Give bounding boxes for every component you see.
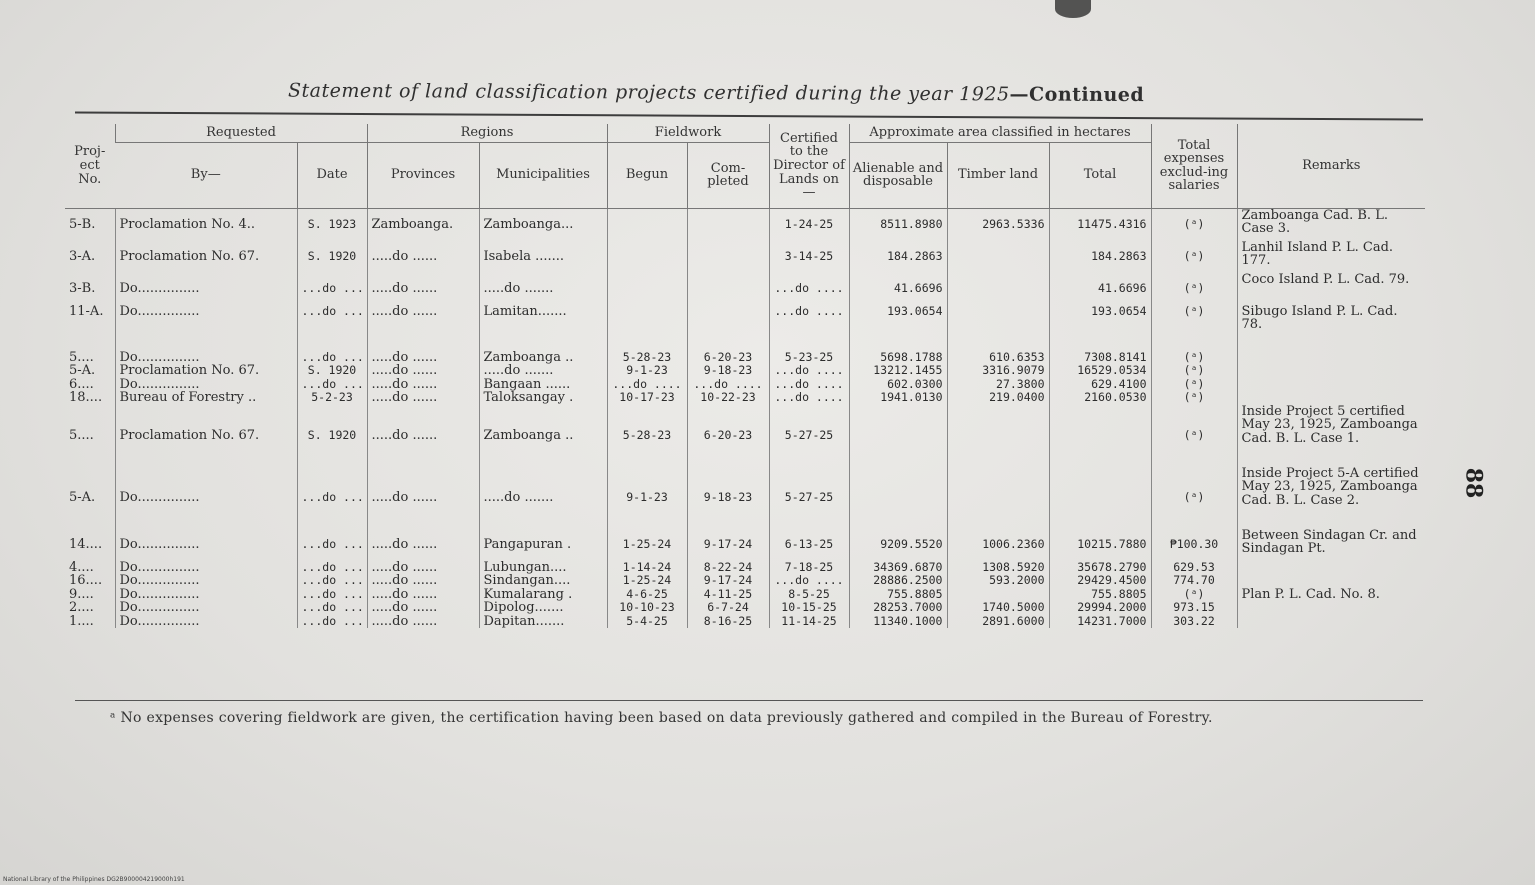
cell-alienable: 11340.1000 xyxy=(849,615,947,629)
cell-municipality: .....do ....... xyxy=(479,273,607,305)
page-title xyxy=(288,80,1188,107)
cell-begun xyxy=(607,305,687,351)
cell-date: S. 1920 xyxy=(297,364,367,378)
cell-certified: 10-15-25 xyxy=(769,601,849,615)
cell-alienable: 41.6696 xyxy=(849,273,947,305)
cell-total: 7308.8141 xyxy=(1049,351,1151,365)
cell-date: S. 1920 xyxy=(297,405,367,467)
cell-municipality: Zamboanga... xyxy=(479,208,607,241)
cell-completed: 8-22-24 xyxy=(687,561,769,575)
cell-expenses: (ᵃ) xyxy=(1151,588,1237,602)
cell-by: Proclamation No. 67. xyxy=(115,405,297,467)
cell-municipality: Bangaan ...... xyxy=(479,378,607,392)
cell-province: .....do ...... xyxy=(367,467,479,529)
header-date: Date xyxy=(297,142,367,208)
cell-timber: 1006.2360 xyxy=(947,529,1049,561)
cell-begun xyxy=(607,273,687,305)
cell-timber xyxy=(947,273,1049,305)
cell-completed: 8-16-25 xyxy=(687,615,769,629)
cell-certified: 5-23-25 xyxy=(769,351,849,365)
cell-expenses: (ᵃ) xyxy=(1151,273,1237,305)
cell-total: 16529.0534 xyxy=(1049,364,1151,378)
cell-timber xyxy=(947,241,1049,273)
cell-expenses: (ᵃ) xyxy=(1151,305,1237,351)
cell-completed: ...do .... xyxy=(687,378,769,392)
cell-province: .....do ...... xyxy=(367,378,479,392)
table-row xyxy=(65,529,1425,561)
cell-remarks: Lanhil Island P. L. Cad. 177. xyxy=(1237,241,1425,273)
table-row xyxy=(65,561,1425,575)
cell-certified: ...do .... xyxy=(769,305,849,351)
cell-certified: ...do .... xyxy=(769,378,849,392)
cell-alienable: 5698.1788 xyxy=(849,351,947,365)
cell-by: Do............... xyxy=(115,305,297,351)
table-row xyxy=(65,391,1425,405)
cell-by: Proclamation No. 67. xyxy=(115,241,297,273)
cell-begun: 5-28-23 xyxy=(607,405,687,467)
header-alienable: Alienable and disposable xyxy=(849,142,947,208)
cell-timber xyxy=(947,588,1049,602)
cell-province: .....do ...... xyxy=(367,391,479,405)
scan-credit: National Library of the Philippines DG2B900004219000h191 xyxy=(3,876,185,883)
cell-remarks: Plan P. L. Cad. No. 8. xyxy=(1237,588,1425,602)
cell-municipality: Taloksangay . xyxy=(479,391,607,405)
cell-certified: ...do .... xyxy=(769,574,849,588)
table-row xyxy=(65,574,1425,588)
table-row xyxy=(65,305,1425,351)
cell-municipality: Kumalarang . xyxy=(479,588,607,602)
cell-by: Proclamation No. 4.. xyxy=(115,208,297,241)
cell-alienable: 755.8805 xyxy=(849,588,947,602)
cell-timber xyxy=(947,405,1049,467)
table-row xyxy=(65,364,1425,378)
cell-certified: ...do .... xyxy=(769,273,849,305)
cell-project: 18.... xyxy=(69,391,103,405)
cell-municipality: Isabela ....... xyxy=(479,241,607,273)
cell-date: ...do ... xyxy=(297,561,367,575)
header-completed: Com-pleted xyxy=(687,142,769,208)
table-body xyxy=(65,208,1425,628)
cell-total xyxy=(1049,405,1151,467)
ink-blot xyxy=(1055,0,1091,18)
cell-total: 11475.4316 xyxy=(1049,208,1151,241)
cell-project: 5-A. xyxy=(69,364,96,378)
cell-begun: 1-14-24 xyxy=(607,561,687,575)
cell-completed: 9-18-23 xyxy=(687,364,769,378)
cell-certified: 7-18-25 xyxy=(769,561,849,575)
cell-project: 1.... xyxy=(69,614,94,629)
cell-date: ...do ... xyxy=(297,615,367,629)
cell-begun: ...do .... xyxy=(607,378,687,392)
cell-alienable: 8511.8980 xyxy=(849,208,947,241)
cell-completed xyxy=(687,273,769,305)
cell-province: .....do ...... xyxy=(367,561,479,575)
cell-province: .....do ...... xyxy=(367,364,479,378)
cell-alienable: 184.2863 xyxy=(849,241,947,273)
cell-expenses: 629.53 xyxy=(1151,561,1237,575)
cell-completed: 6-7-24 xyxy=(687,601,769,615)
cell-project: 2.... xyxy=(69,601,94,615)
header-area: Approximate area classified in hectares xyxy=(849,124,1151,142)
cell-certified: ...do .... xyxy=(769,364,849,378)
header-regions: Regions xyxy=(367,124,607,142)
cell-date: ...do ... xyxy=(297,305,367,351)
cell-by: Do............... xyxy=(115,273,297,305)
cell-total: 193.0654 xyxy=(1049,305,1151,351)
header-certified: Certified to the Director of Lands on— xyxy=(769,124,849,208)
cell-date: ...do ... xyxy=(297,273,367,305)
cell-total: 629.4100 xyxy=(1049,378,1151,392)
cell-date: 5-2-23 xyxy=(297,391,367,405)
cell-province: .....do ...... xyxy=(367,273,479,305)
cell-completed xyxy=(687,241,769,273)
cell-total xyxy=(1049,467,1151,529)
cell-remarks xyxy=(1237,615,1425,629)
cell-project: 3-B. xyxy=(69,280,96,296)
cell-remarks: Inside Project 5-A certified May 23, 1925, Zamboanga Cad. B. L. Case 2. xyxy=(1237,467,1425,529)
cell-by: Do............... xyxy=(115,588,297,602)
cell-remarks xyxy=(1237,601,1425,615)
cell-date: ...do ... xyxy=(297,574,367,588)
cell-by: Do............... xyxy=(115,561,297,575)
cell-completed xyxy=(687,305,769,351)
cell-expenses: (ᵃ) xyxy=(1151,241,1237,273)
cell-remarks: Coco Island P. L. Cad. 79. xyxy=(1237,273,1425,305)
cell-timber: 610.6353 xyxy=(947,351,1049,365)
table-row xyxy=(65,405,1425,467)
cell-timber: 593.2000 xyxy=(947,574,1049,588)
cell-project: 14.... xyxy=(69,536,103,552)
header-timber: Timber land xyxy=(947,142,1049,208)
cell-expenses: 303.22 xyxy=(1151,615,1237,629)
cell-project: 5.... xyxy=(69,427,94,443)
cell-date: ...do ... xyxy=(297,378,367,392)
table-row xyxy=(65,378,1425,392)
table-row xyxy=(65,588,1425,602)
cell-province: .....do ...... xyxy=(367,305,479,351)
cell-remarks xyxy=(1237,574,1425,588)
cell-date: S. 1923 xyxy=(297,208,367,241)
cell-begun: 5-28-23 xyxy=(607,351,687,365)
footnote: ᵃ No expenses covering fieldwork are given, the certification having been based on data previously gathered and compiled in the Bureau of Forestry. xyxy=(110,710,1213,726)
header-fieldwork: Fieldwork xyxy=(607,124,769,142)
cell-certified: 3-14-25 xyxy=(769,241,849,273)
table-row xyxy=(65,467,1425,529)
cell-timber: 3316.9079 xyxy=(947,364,1049,378)
cell-timber: 1740.5000 xyxy=(947,601,1049,615)
cell-municipality: Pangapuran . xyxy=(479,529,607,561)
cell-by: Do............... xyxy=(115,467,297,529)
cell-project: 5-B. xyxy=(69,216,96,232)
cell-province: .....do ...... xyxy=(367,351,479,365)
title-suffix: —Continued xyxy=(1009,83,1145,107)
cell-municipality: Lamitan....... xyxy=(479,305,607,351)
cell-total: 10215.7880 xyxy=(1049,529,1151,561)
header-provinces: Provinces xyxy=(367,142,479,208)
header-by: By— xyxy=(115,142,297,208)
cell-certified: 8-5-25 xyxy=(769,588,849,602)
cell-by: Do............... xyxy=(115,529,297,561)
cell-alienable xyxy=(849,467,947,529)
cell-project: 16.... xyxy=(69,574,103,588)
cell-alienable: 28253.7000 xyxy=(849,601,947,615)
cell-expenses: (ᵃ) xyxy=(1151,364,1237,378)
cell-certified: 5-27-25 xyxy=(769,467,849,529)
cell-municipality: Zamboanga .. xyxy=(479,405,607,467)
cell-remarks: Between Sindagan Cr. and Sindagan Pt. xyxy=(1237,529,1425,561)
cell-timber xyxy=(947,305,1049,351)
cell-date: ...do ... xyxy=(297,588,367,602)
cell-province: .....do ...... xyxy=(367,241,479,273)
cell-remarks xyxy=(1237,561,1425,575)
cell-begun: 1-25-24 xyxy=(607,574,687,588)
projects-table xyxy=(65,124,1425,628)
cell-certified: 5-27-25 xyxy=(769,405,849,467)
cell-expenses: (ᵃ) xyxy=(1151,378,1237,392)
cell-expenses: 774.70 xyxy=(1151,574,1237,588)
cell-by: Do............... xyxy=(115,378,297,392)
cell-municipality: Dapitan....... xyxy=(479,615,607,629)
cell-alienable xyxy=(849,405,947,467)
cell-expenses: (ᵃ) xyxy=(1151,467,1237,529)
cell-begun: 10-10-23 xyxy=(607,601,687,615)
title-main: Statement of land classification projects certified during the year 1925 xyxy=(287,79,1010,106)
cell-begun xyxy=(607,241,687,273)
cell-total: 35678.2790 xyxy=(1049,561,1151,575)
cell-municipality: Lubungan.... xyxy=(479,561,607,575)
cell-expenses: (ᵃ) xyxy=(1151,208,1237,241)
table-row xyxy=(65,601,1425,615)
cell-municipality: .....do ....... xyxy=(479,364,607,378)
cell-by: Do............... xyxy=(115,601,297,615)
cell-date: ...do ... xyxy=(297,351,367,365)
cell-completed: 10-22-23 xyxy=(687,391,769,405)
cell-project: 6.... xyxy=(69,377,94,392)
cell-certified: ...do .... xyxy=(769,391,849,405)
cell-completed: 6-20-23 xyxy=(687,351,769,365)
cell-completed: 4-11-25 xyxy=(687,588,769,602)
cell-remarks: Inside Project 5 certified May 23, 1925, Zamboanga Cad. B. L. Case 1. xyxy=(1237,405,1425,467)
cell-expenses: ₱100.30 xyxy=(1151,529,1237,561)
cell-begun: 9-1-23 xyxy=(607,467,687,529)
cell-expenses: 973.15 xyxy=(1151,601,1237,615)
cell-project: 9.... xyxy=(69,587,94,602)
cell-remarks xyxy=(1237,378,1425,392)
cell-timber xyxy=(947,467,1049,529)
cell-timber: 27.3800 xyxy=(947,378,1049,392)
cell-begun: 5-4-25 xyxy=(607,615,687,629)
cell-province: .....do ...... xyxy=(367,601,479,615)
cell-remarks xyxy=(1237,391,1425,405)
cell-alienable: 193.0654 xyxy=(849,305,947,351)
header-municipalities: Municipalities xyxy=(479,142,607,208)
table-row xyxy=(65,615,1425,629)
cell-timber: 1308.5920 xyxy=(947,561,1049,575)
cell-expenses: (ᵃ) xyxy=(1151,391,1237,405)
header-requested: Requested xyxy=(115,124,367,142)
table-row xyxy=(65,208,1425,241)
header-total: Total xyxy=(1049,142,1151,208)
cell-province: Zamboanga. xyxy=(367,208,479,241)
cell-alienable: 1941.0130 xyxy=(849,391,947,405)
cell-begun: 1-25-24 xyxy=(607,529,687,561)
cell-project: 4.... xyxy=(69,560,94,575)
cell-expenses: (ᵃ) xyxy=(1151,351,1237,365)
cell-remarks: Sibugo Island P. L. Cad. 78. xyxy=(1237,305,1425,351)
cell-total: 29429.4500 xyxy=(1049,574,1151,588)
header-expenses: Total expenses exclud-ing salaries xyxy=(1151,124,1237,208)
header-project: Proj-ect No. xyxy=(65,124,115,208)
cell-completed: 9-18-23 xyxy=(687,467,769,529)
cell-total: 755.8805 xyxy=(1049,588,1151,602)
cell-begun: 9-1-23 xyxy=(607,364,687,378)
cell-total: 29994.2000 xyxy=(1049,601,1151,615)
cell-completed xyxy=(687,208,769,241)
top-rule xyxy=(75,111,1423,120)
cell-project: 5-A. xyxy=(69,489,96,505)
cell-province: .....do ...... xyxy=(367,588,479,602)
cell-date: ...do ... xyxy=(297,601,367,615)
cell-municipality: Sindangan.... xyxy=(479,574,607,588)
cell-municipality: Zamboanga .. xyxy=(479,351,607,365)
table-row xyxy=(65,351,1425,365)
cell-municipality: Dipolog....... xyxy=(479,601,607,615)
cell-remarks: Zamboanga Cad. B. L. Case 3. xyxy=(1237,208,1425,241)
cell-completed: 6-20-23 xyxy=(687,405,769,467)
cell-expenses: (ᵃ) xyxy=(1151,405,1237,467)
page-number: 88 xyxy=(1460,467,1487,499)
cell-timber: 2963.5336 xyxy=(947,208,1049,241)
cell-project: 5.... xyxy=(69,350,94,365)
cell-timber: 2891.6000 xyxy=(947,615,1049,629)
cell-alienable: 602.0300 xyxy=(849,378,947,392)
table-row xyxy=(65,273,1425,305)
cell-alienable: 9209.5520 xyxy=(849,529,947,561)
cell-timber: 219.0400 xyxy=(947,391,1049,405)
cell-remarks xyxy=(1237,351,1425,365)
cell-completed: 9-17-24 xyxy=(687,529,769,561)
cell-by: Do............... xyxy=(115,351,297,365)
table-row xyxy=(65,241,1425,273)
cell-total: 41.6696 xyxy=(1049,273,1151,305)
cell-by: Proclamation No. 67. xyxy=(115,364,297,378)
cell-project: 3-A. xyxy=(69,248,96,264)
cell-project: 11-A. xyxy=(69,304,104,319)
cell-alienable: 28886.2500 xyxy=(849,574,947,588)
cell-remarks xyxy=(1237,364,1425,378)
header-begun: Begun xyxy=(607,142,687,208)
cell-certified: 11-14-25 xyxy=(769,615,849,629)
cell-by: Do............... xyxy=(115,615,297,629)
cell-total: 14231.7000 xyxy=(1049,615,1151,629)
cell-province: .....do ...... xyxy=(367,529,479,561)
cell-begun: 4-6-25 xyxy=(607,588,687,602)
cell-date: S. 1920 xyxy=(297,241,367,273)
cell-certified: 1-24-25 xyxy=(769,208,849,241)
cell-by: Bureau of Forestry .. xyxy=(115,391,297,405)
cell-alienable: 34369.6870 xyxy=(849,561,947,575)
header-remarks: Remarks xyxy=(1237,124,1425,208)
cell-by: Do............... xyxy=(115,574,297,588)
bottom-rule xyxy=(75,700,1423,701)
cell-begun: 10-17-23 xyxy=(607,391,687,405)
cell-completed: 9-17-24 xyxy=(687,574,769,588)
cell-total: 2160.0530 xyxy=(1049,391,1151,405)
cell-date: ...do ... xyxy=(297,467,367,529)
cell-alienable: 13212.1455 xyxy=(849,364,947,378)
cell-province: .....do ...... xyxy=(367,615,479,629)
cell-province: .....do ...... xyxy=(367,405,479,467)
cell-certified: 6-13-25 xyxy=(769,529,849,561)
cell-municipality: .....do ....... xyxy=(479,467,607,529)
cell-total: 184.2863 xyxy=(1049,241,1151,273)
cell-begun xyxy=(607,208,687,241)
cell-date: ...do ... xyxy=(297,529,367,561)
cell-province: .....do ...... xyxy=(367,574,479,588)
